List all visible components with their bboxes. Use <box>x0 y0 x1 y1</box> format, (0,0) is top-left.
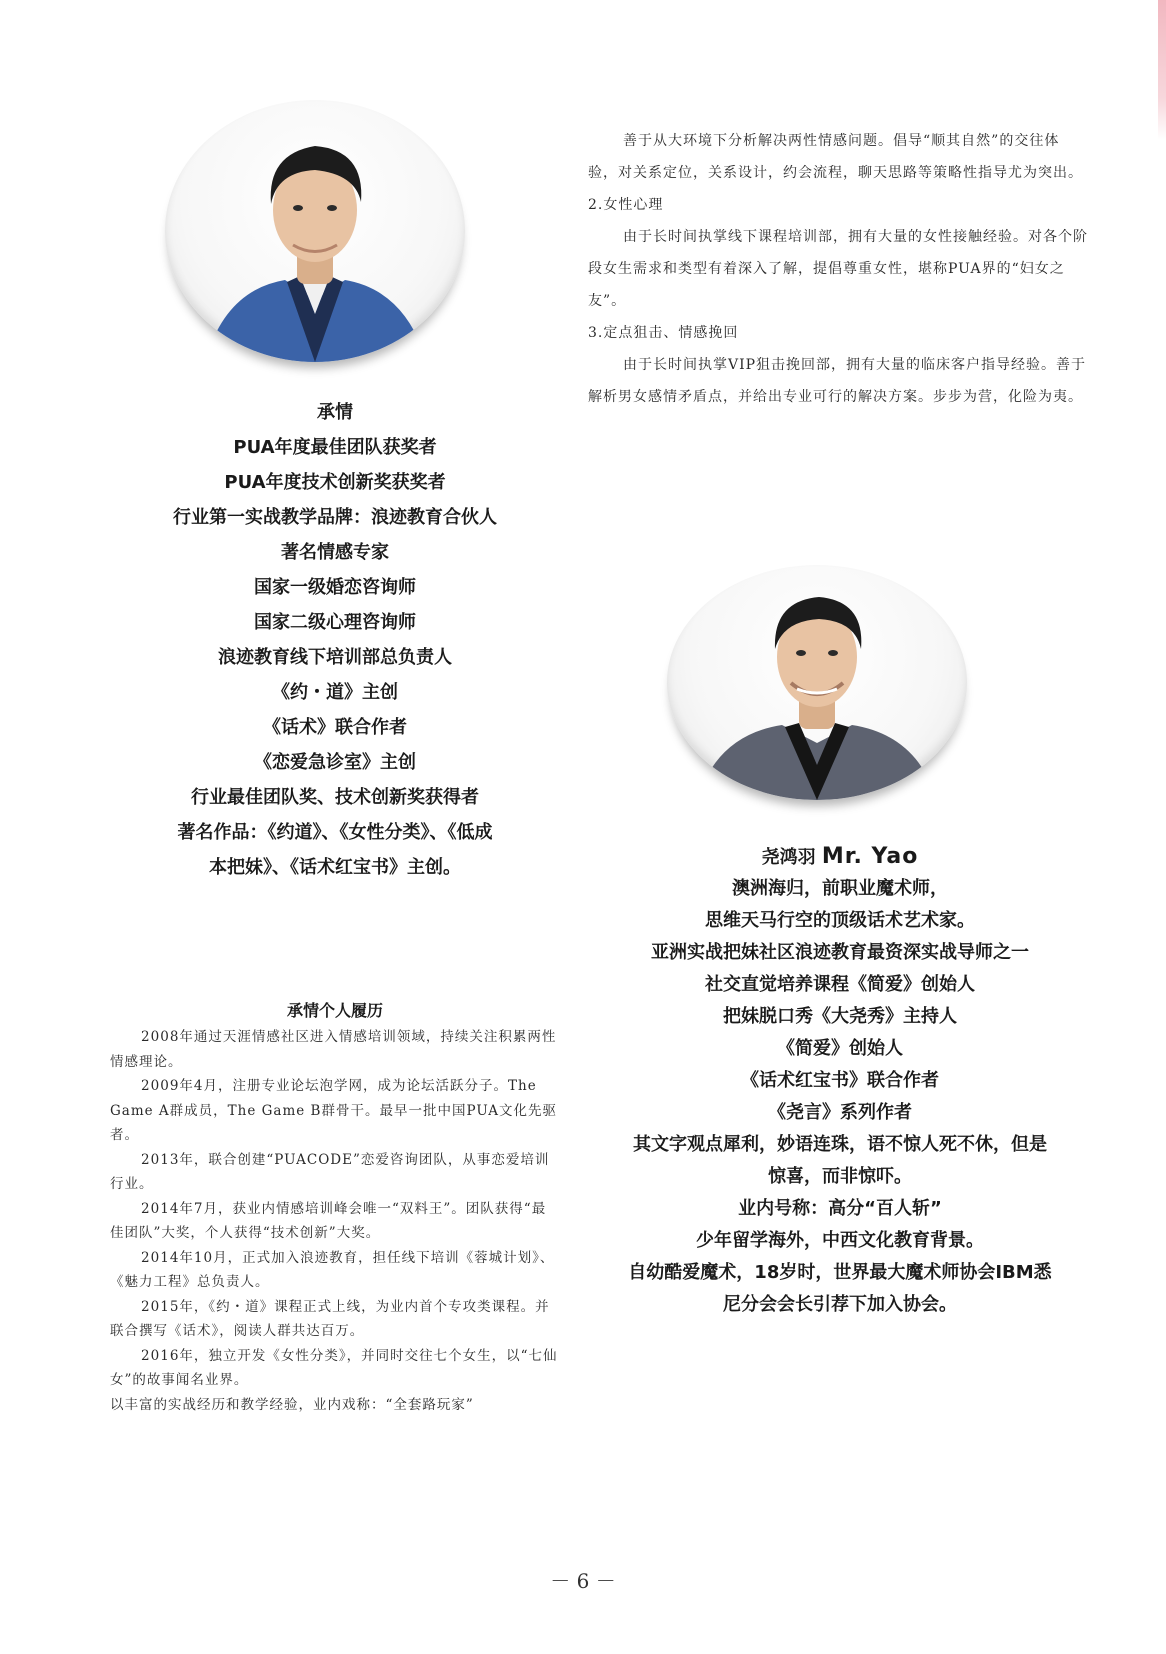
title-line: 国家一级婚恋咨询师 <box>254 577 416 598</box>
resume-body <box>110 1025 560 1417</box>
title-line: 《约・道》主创 <box>272 682 398 703</box>
expertise-heading: 3.定点狙击、情感挽回 <box>588 325 739 341</box>
page-edge-mark <box>1158 0 1166 140</box>
title-line: 本把妹》、《话术红宝书》主创。 <box>209 857 461 878</box>
expertise-text <box>588 125 1088 413</box>
title-line: 自幼酷爱魔术，18岁时，世界最大魔术师协会IBM悉 <box>628 1262 1052 1283</box>
title-line: PUA年度最佳团队获奖者 <box>233 437 437 458</box>
title-line: 行业最佳团队奖、技术创新奖获得者 <box>191 787 479 808</box>
resume-paragraph: 以丰富的实战经历和教学经验，业内戏称：“全套路玩家” <box>110 1396 474 1413</box>
portrait-mr-yao <box>667 565 967 800</box>
title-line: 《话术红宝书》联合作者 <box>741 1070 939 1091</box>
name-cn: 尧鸿羽 <box>761 847 816 868</box>
title-line: 尼分会会长引荐下加入协会。 <box>723 1294 957 1315</box>
title-line: 《恋爱急诊室》主创 <box>254 752 416 773</box>
mr-yao-titles <box>570 841 1110 1321</box>
title-line: 亚洲实战把妹社区浪迹教育最资深实战导师之一 <box>651 942 1029 963</box>
resume-paragraph: 2009年4月，注册专业论坛泡学网，成为论坛活跃分子。The Game A群成员，The Game B群骨干。最早一批中国PUA文化先驱者。 <box>110 1078 558 1143</box>
expertise-paragraph: 由于长时间执掌线下课程培训部，拥有大量的女性接触经验。对各个阶段女生需求和类型有着深入了解，提倡尊重女性，堪称PUA界的“妇女之友”。 <box>588 229 1088 309</box>
resume-paragraph: 2014年7月，获业内情感培训峰会唯一“双料王”。团队获得“最佳团队”大奖，个人获得“技术创新”大奖。 <box>110 1200 547 1241</box>
expertise-paragraph: 善于从大环境下分析解决两性情感问题。倡导“顺其自然”的交往体验，对关系定位，关系设计，约会流程，聊天思路等策略性指导尤为突出。 <box>588 133 1083 181</box>
title-line: 行业第一实战教学品牌：浪迹教育合伙人 <box>173 507 497 528</box>
title-line: 少年留学海外，中西文化教育背景。 <box>696 1230 984 1251</box>
resume-paragraph: 2016年，独立开发《女性分类》，并同时交往七个女生，以“七仙女”的故事闻名业界。 <box>110 1347 558 1388</box>
title-line: 惊喜，而非惊吓。 <box>768 1166 912 1187</box>
title-line: 《简爱》创始人 <box>777 1038 903 1059</box>
title-line: 承情 <box>317 402 353 423</box>
title-line: 著名作品：《约道》、《女性分类》、《低成 <box>177 822 493 843</box>
portrait-mr-yao-figure <box>667 565 967 800</box>
title-line: 浪迹教育线下培训部总负责人 <box>218 647 452 668</box>
title-line: 《尧言》系列作者 <box>768 1102 912 1123</box>
page-number: － 6 － <box>550 1569 616 1593</box>
mr-yao-name <box>570 841 1110 873</box>
title-line: 把妹脱口秀《大尧秀》主持人 <box>723 1006 957 1027</box>
title-line: 《话术》联合作者 <box>263 717 407 738</box>
title-line: 业内号称：高分“百人斩” <box>738 1198 942 1219</box>
resume-paragraph: 2014年10月，正式加入浪迹教育，担任线下培训《蓉城计划》、《魅力工程》总负责人。 <box>110 1249 555 1290</box>
resume-paragraph: 2008年通过天涯情感社区进入情感培训领域，持续关注积累两性情感理论。 <box>110 1029 557 1070</box>
resume-paragraph: 2015年，《约・道》课程正式上线，为业内首个专攻类课程。并联合撰写《话术》，阅读人群共达百万。 <box>110 1298 550 1339</box>
title-line: PUA年度技术创新奖获奖者 <box>224 472 446 493</box>
resume-paragraph: 2013年，联合创建“PUACODE”恋爱咨询团队，从事恋爱培训行业。 <box>110 1151 550 1192</box>
portrait-chengqing-figure <box>165 100 465 362</box>
chengqing-titles <box>105 395 565 885</box>
portrait-chengqing <box>165 100 465 362</box>
title-line: 著名情感专家 <box>281 542 389 563</box>
title-line: 国家二级心理咨询师 <box>254 612 416 633</box>
title-line: 思维天马行空的顶级话术艺术家。 <box>705 910 975 931</box>
expertise-paragraph: 由于长时间执掌VIP狙击挽回部，拥有大量的临床客户指导经验。善于解析男女感情矛盾点，并给出专业可行的解决方案。步步为营，化险为夷。 <box>588 357 1087 405</box>
resume-heading: 承情个人履历 <box>286 1001 383 1020</box>
expertise-heading: 2.女性心理 <box>588 197 664 213</box>
title-line: 澳洲海归，前职业魔术师， <box>732 878 948 899</box>
title-line: 社交直觉培养课程《简爱》创始人 <box>705 974 975 995</box>
title-line: 其文字观点犀利，妙语连珠，语不惊人死不休，但是 <box>633 1134 1047 1155</box>
name-en: Mr. Yao <box>821 844 919 869</box>
